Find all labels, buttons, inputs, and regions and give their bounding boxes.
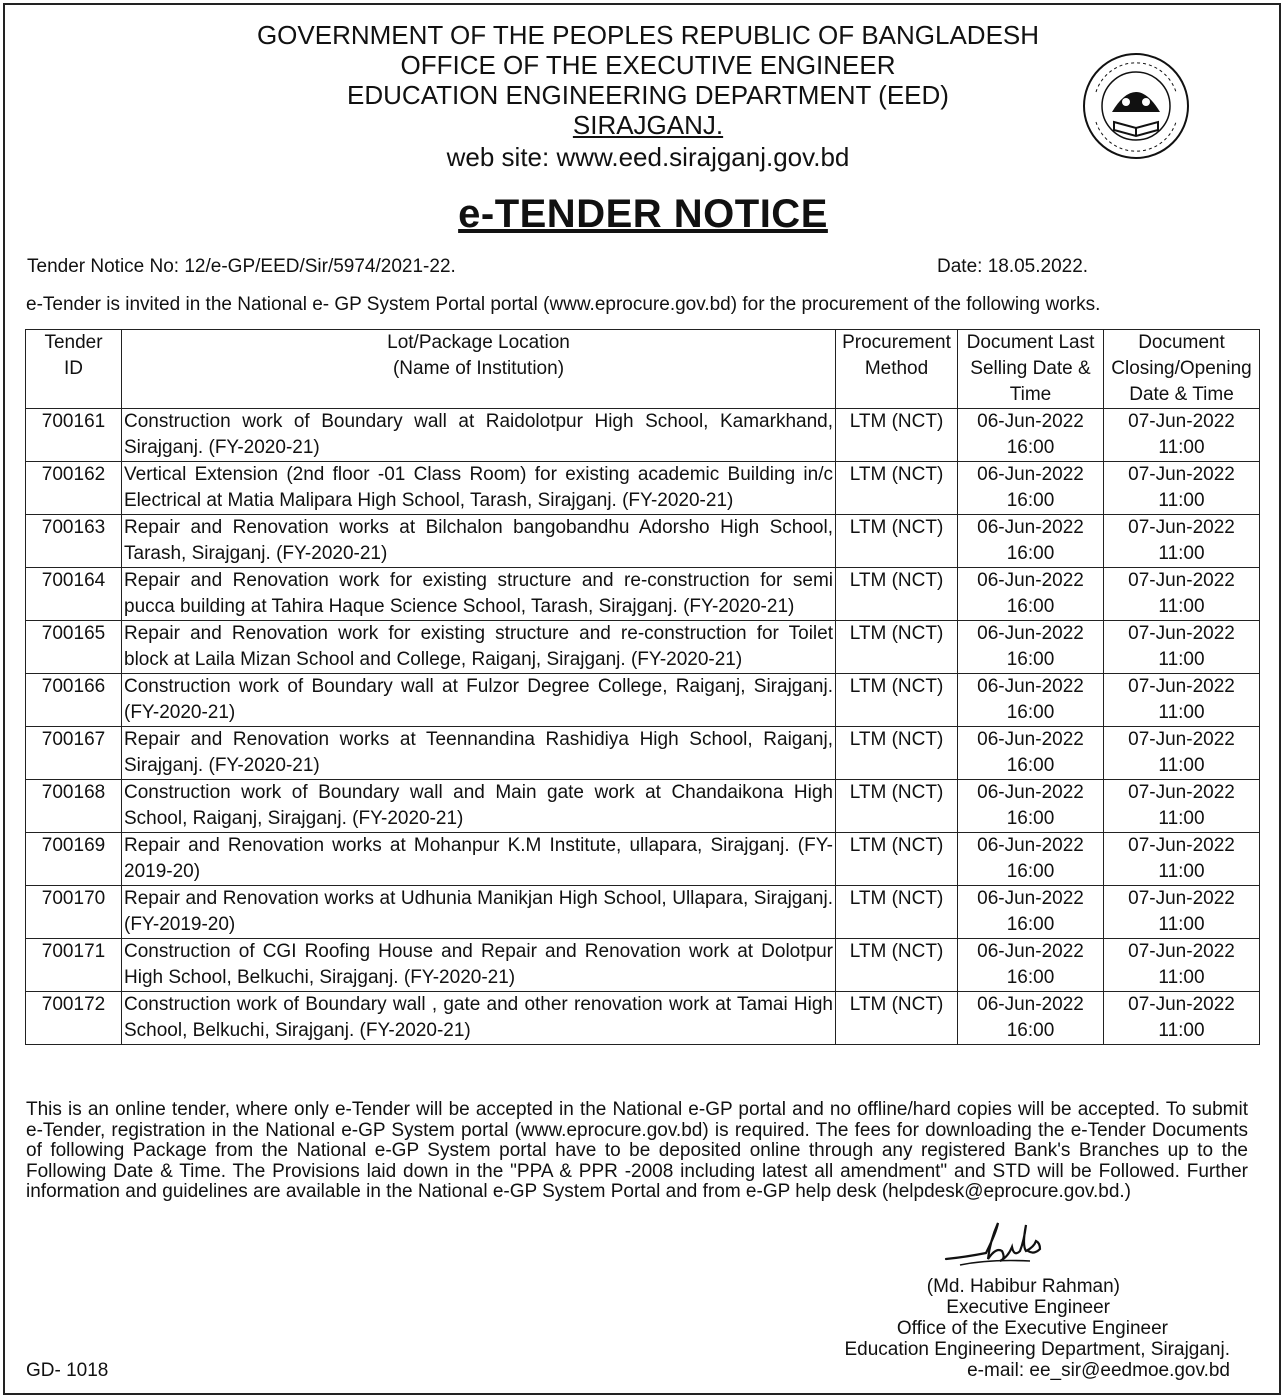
closing-time: 11:00 (1158, 967, 1205, 988)
table-row (26, 939, 1260, 992)
tender-id-cell: 700163 (26, 515, 122, 568)
header-closing: Document Closing/Opening Date & Time (1104, 330, 1260, 409)
header-method: Procurement Method (836, 330, 958, 409)
table-row (26, 886, 1260, 939)
notice-title: e-TENDER NOTICE (458, 192, 828, 236)
selling-cell (958, 992, 1104, 1045)
table-row (26, 674, 1260, 727)
selling-time: 16:00 (1006, 967, 1055, 988)
method-cell: LTM (NCT) (836, 833, 958, 886)
table-row (26, 621, 1260, 674)
method-cell: LTM (NCT) (836, 409, 958, 462)
tender-id-cell: 700172 (26, 992, 122, 1045)
notice-date: Date: 18.05.2022. (937, 256, 1089, 277)
table-row (26, 780, 1260, 833)
location-cell: Construction work of Boundary wall at Fulzor Degree College, Raiganj, Sirajganj. (FY-2020-21) (122, 674, 836, 727)
city-line: SIRAJGANJ. (572, 110, 724, 140)
method-cell: LTM (NCT) (836, 780, 958, 833)
location-cell: Construction work of Boundary wall at Raidolotpur High School, Kamarkhand, Sirajganj. (FY-2020-21) (122, 409, 836, 462)
tender-id-cell: 700167 (26, 727, 122, 780)
selling-date: 06-Jun-2022 (977, 782, 1084, 803)
method-cell: LTM (NCT) (836, 939, 958, 992)
tender-id-cell: 700166 (26, 674, 122, 727)
table-row (26, 462, 1260, 515)
closing-time: 11:00 (1158, 596, 1205, 617)
table-header-row (26, 330, 1260, 409)
closing-time: 11:00 (1158, 543, 1205, 564)
selling-cell (958, 833, 1104, 886)
department-line: EDUCATION ENGINEERING DEPARTMENT (EED) (347, 80, 949, 110)
closing-cell (1104, 674, 1260, 727)
table-row (26, 568, 1260, 621)
selling-time: 16:00 (1006, 490, 1055, 511)
method-cell: LTM (NCT) (836, 621, 958, 674)
closing-time: 11:00 (1158, 755, 1205, 776)
location-cell: Repair and Renovation works at Teennandina Rashidiya High School, Raiganj, Sirajganj. (FY-2020-21) (122, 727, 836, 780)
table-row (26, 727, 1260, 780)
header-tender-id: Tender ID (26, 330, 122, 409)
method-cell: LTM (NCT) (836, 992, 958, 1045)
closing-cell (1104, 621, 1260, 674)
footer-instructions: This is an online tender, where only e-Tender will be accepted in the National e-GP portal and no offline/hard copies will be accepted. To submit e-Tender, registration in the National e-GP System portal (www.eprocure.gov.bd) is required. The fees for downloading the e-Tender Documents of following Package from the National e-GP System portal have to be deposited online through any registered Bank's Branches up to the Following Date & Time. The Provisions laid down in the "PPA & PPR -2008 including latest all amendment" and STD will be Followed. Further information and guidelines are available in the National e-GP System Portal and from e-GP help desk (helpdesk@eprocure.gov.bd.) (26, 1099, 1248, 1202)
location-cell: Construction work of Boundary wall and Main gate work at Chandaikona High School, Raiganj, Sirajganj. (FY-2020-21) (122, 780, 836, 833)
selling-time: 16:00 (1006, 861, 1055, 882)
location-cell: Vertical Extension (2nd floor -01 Class Room) for existing academic Building in/c Electrical at Matia Malipara High School, Tarash, Sirajganj. (FY-2020-21) (122, 462, 836, 515)
government-line: GOVERNMENT OF THE PEOPLES REPUBLIC OF BANGLADESH (256, 20, 1040, 50)
signature-icon (940, 1215, 1080, 1285)
selling-cell (958, 621, 1104, 674)
selling-time: 16:00 (1006, 914, 1055, 935)
method-cell: LTM (NCT) (836, 727, 958, 780)
closing-cell (1104, 992, 1260, 1045)
closing-time: 11:00 (1158, 490, 1205, 511)
closing-cell (1104, 780, 1260, 833)
closing-date: 07-Jun-2022 (1128, 411, 1235, 432)
closing-time: 11:00 (1158, 437, 1205, 458)
selling-time: 16:00 (1006, 437, 1055, 458)
method-cell: LTM (NCT) (836, 515, 958, 568)
location-cell: Repair and Renovation work for existing structure and re-construction for Toilet block at Laila Mizan School and College, Raiganj, Sirajganj. (FY-2020-21) (122, 621, 836, 674)
selling-date: 06-Jun-2022 (977, 676, 1084, 697)
closing-time: 11:00 (1158, 649, 1205, 670)
officer-office: Office of the Executive Engineer (896, 1318, 1168, 1339)
selling-cell (958, 409, 1104, 462)
closing-time: 11:00 (1158, 914, 1205, 935)
method-cell: LTM (NCT) (836, 674, 958, 727)
method-cell: LTM (NCT) (836, 462, 958, 515)
selling-cell (958, 939, 1104, 992)
selling-date: 06-Jun-2022 (977, 517, 1084, 538)
closing-date: 07-Jun-2022 (1128, 941, 1235, 962)
tender-id-cell: 700168 (26, 780, 122, 833)
selling-cell (958, 727, 1104, 780)
gd-number: GD- 1018 (26, 1360, 109, 1381)
closing-time: 11:00 (1158, 1020, 1205, 1041)
selling-time: 16:00 (1006, 543, 1055, 564)
closing-date: 07-Jun-2022 (1128, 888, 1235, 909)
tender-id-cell: 700164 (26, 568, 122, 621)
selling-cell (958, 780, 1104, 833)
officer-designation: Executive Engineer (946, 1297, 1110, 1318)
selling-date: 06-Jun-2022 (977, 994, 1084, 1015)
tender-id-cell: 700171 (26, 939, 122, 992)
closing-time: 11:00 (1158, 808, 1205, 829)
method-cell: LTM (NCT) (836, 886, 958, 939)
table-row (26, 833, 1260, 886)
closing-date: 07-Jun-2022 (1128, 570, 1235, 591)
location-cell: Repair and Renovation works at Udhunia Manikjan High School, Ullapara, Sirajganj. (FY-2019-20) (122, 886, 836, 939)
selling-time: 16:00 (1006, 702, 1055, 723)
selling-time: 16:00 (1006, 649, 1055, 670)
closing-date: 07-Jun-2022 (1128, 464, 1235, 485)
method-cell: LTM (NCT) (836, 568, 958, 621)
closing-cell (1104, 568, 1260, 621)
selling-time: 16:00 (1006, 596, 1055, 617)
closing-cell (1104, 727, 1260, 780)
closing-time: 11:00 (1158, 702, 1205, 723)
selling-cell (958, 462, 1104, 515)
table-row (26, 409, 1260, 462)
table-row (26, 992, 1260, 1045)
tender-notice-number: Tender Notice No: 12/e-GP/EED/Sir/5974/2021-22. (27, 256, 456, 277)
closing-cell (1104, 515, 1260, 568)
closing-date: 07-Jun-2022 (1128, 729, 1235, 750)
selling-time: 16:00 (1006, 1020, 1055, 1041)
closing-date: 07-Jun-2022 (1128, 517, 1235, 538)
signature-block (760, 1276, 1280, 1381)
office-line: OFFICE OF THE EXECUTIVE ENGINEER (400, 50, 896, 80)
location-cell: Repair and Renovation work for existing structure and re-construction for semi pucca building at Tahira Haque Science School, Tarash, Sirajganj. (FY-2020-21) (122, 568, 836, 621)
selling-date: 06-Jun-2022 (977, 729, 1084, 750)
selling-cell (958, 674, 1104, 727)
selling-cell (958, 568, 1104, 621)
tender-id-cell: 700170 (26, 886, 122, 939)
selling-cell (958, 515, 1104, 568)
location-cell: Repair and Renovation works at Mohanpur K.M Institute, ullapara, Sirajganj. (FY-2019-20) (122, 833, 836, 886)
website-line: web site: www.eed.sirajganj.gov.bd (446, 142, 850, 172)
officer-department: Education Engineering Department, Sirajganj. (844, 1339, 1230, 1360)
closing-date: 07-Jun-2022 (1128, 676, 1235, 697)
header-location: Lot/Package Location (Name of Institution) (122, 330, 836, 409)
closing-date: 07-Jun-2022 (1128, 782, 1235, 803)
closing-cell (1104, 409, 1260, 462)
location-cell: Construction of CGI Roofing House and Repair and Renovation work at Dolotpur High School, Belkuchi, Sirajganj. (FY-2020-21) (122, 939, 836, 992)
tender-id-cell: 700169 (26, 833, 122, 886)
selling-date: 06-Jun-2022 (977, 623, 1084, 644)
location-cell: Repair and Renovation works at Bilchalon bangobandhu Adorsho High School, Tarash, Sirajganj. (FY-2020-21) (122, 515, 836, 568)
intro-text: e-Tender is invited in the National e- GP System Portal portal (www.eprocure.gov.bd) for the procurement of the following works. (26, 294, 1101, 315)
selling-cell (958, 886, 1104, 939)
closing-time: 11:00 (1158, 861, 1205, 882)
selling-date: 06-Jun-2022 (977, 888, 1084, 909)
selling-time: 16:00 (1006, 808, 1055, 829)
tender-id-cell: 700161 (26, 409, 122, 462)
closing-cell (1104, 462, 1260, 515)
table-row (26, 515, 1260, 568)
selling-date: 06-Jun-2022 (977, 941, 1084, 962)
selling-time: 16:00 (1006, 755, 1055, 776)
selling-date: 06-Jun-2022 (977, 464, 1084, 485)
tender-id-cell: 700162 (26, 462, 122, 515)
tender-id-cell: 700165 (26, 621, 122, 674)
selling-date: 06-Jun-2022 (977, 835, 1084, 856)
officer-name: (Md. Habibur Rahman) (926, 1276, 1120, 1297)
header-selling: Document Last Selling Date & Time (958, 330, 1104, 409)
closing-cell (1104, 939, 1260, 992)
closing-date: 07-Jun-2022 (1128, 835, 1235, 856)
closing-date: 07-Jun-2022 (1128, 623, 1235, 644)
selling-date: 06-Jun-2022 (977, 570, 1084, 591)
closing-cell (1104, 833, 1260, 886)
closing-cell (1104, 886, 1260, 939)
closing-date: 07-Jun-2022 (1128, 994, 1235, 1015)
tender-table (25, 329, 1260, 1045)
selling-date: 06-Jun-2022 (977, 411, 1084, 432)
government-seal-icon (1082, 52, 1190, 160)
location-cell: Construction work of Boundary wall , gate and other renovation work at Tamai High School, Belkuchi, Sirajganj. (FY-2020-21) (122, 992, 836, 1045)
officer-email: e-mail: ee_sir@eedmoe.gov.bd (967, 1360, 1230, 1381)
